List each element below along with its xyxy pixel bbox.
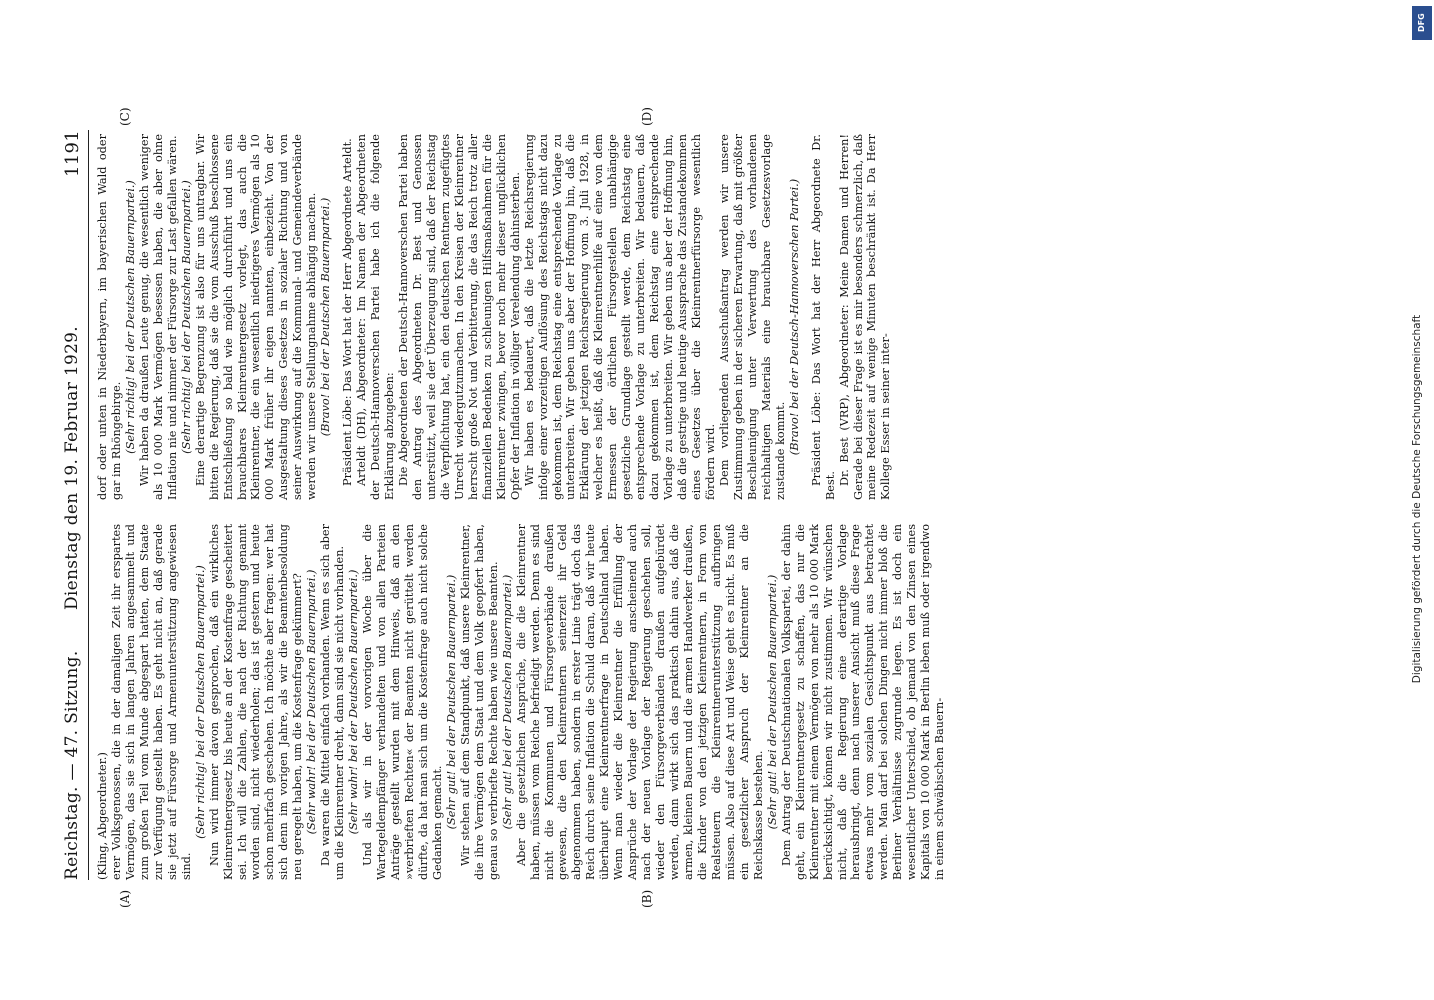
interjection: (Sehr richtig! bei der Deutschen Bauernpartei.) (193, 565, 207, 839)
paragraph: Wir haben es bedauert, daß die letzte Reichsregierung infolge einer vorzeitigen Auflösung des Reichstags nicht dazu gekommen ist, dem Reichstag eine entsprechende Vorlage zu unterbreiten. Wir geben uns aber der Hoffnung hin, daß die Erklärung der jetzigen Reichsregierung vom 3. Juli 1928, in welcher es heißt, daß die Kleinrentnerhilfe auf eine von dem Ermessen der örtlichen Fürsorgestellen unabhängige gesetzliche Grundlage gestellt werde, dem Reichstag eine entsprechende Vorlage zu unterbreiten. Wir bedauern, daß dazu gekommen ist, dem Reichstag eine entsprechende Vorlage zu unterbreiten. Wir geben uns aber der Hoffnung hin, daß die gestrige und heutige Aussprache das Zustandekommen eines Gesetzes über die Kleinrentnerfürsorge wesentlich fördern wird. (522, 134, 717, 500)
right-text-column (96, 134, 893, 500)
left-text-column (96, 524, 947, 880)
paragraph: Wir haben da draußen Leute genug, die wesentlich weniger als 10 000 Mark Vermögen besessen haben, die aber ohne Inflation nie und nimmer der Fürsorge zur Last gefallen wären. (137, 134, 179, 500)
interjection: (Sehr gut! bei der Deutschen Bauernpartei.) (500, 574, 514, 830)
digitization-note (1410, 10, 1434, 1000)
interjection: (Bravo! bei der Deutsch-Hannoverschen Partei.) (787, 178, 801, 456)
header-date: Dienstag den 19. Februar 1929. (62, 325, 82, 610)
header-left: Reichstag. — 47. Sitzung. (62, 650, 82, 880)
margin-marker-c: (C) (118, 107, 132, 126)
margin-marker-d: (D) (640, 107, 654, 126)
paragraph: Dem Antrag der Deutschnationalen Volkspartei, der dahin geht, ein Kleinrentnergesetz zu schaffen, das nur die Kleinrentner mit einem Vermögen von mehr als 10 000 Mark berücksichtigt, können wir nicht zustimmen. Wir wünschen nicht, daß die Regierung eine derartige Vorlage herausbringt, denn nach unserer Ansicht muß diese Frage etwas mehr vom sozialen Gesichtspunkt aus betrachtet werden. Man darf bei solchen Dingen nicht immer bloß die Berliner Verhältnisse zugrunde legen. Es ist doch ein wesentlicher Unterschied, ob jemand von den Zinsen eines Kapitals von 10 000 Mark in Berlin leben muß oder irgendwo in einem schwäbischen Bauern- (779, 524, 947, 880)
interjection: (Bravo! bei der Deutschen Bauernpartei.) (319, 197, 333, 437)
digitization-note-text: Digitalisierung gefördert durch die Deutsche Forschungsgemeinschaft (1411, 314, 1423, 684)
interjection: (Sehr richtig! bei der Deutschen Bauernpartei.) (123, 180, 137, 454)
interjection: (Sehr wahr! bei der Deutschen Bauernpartei.) (305, 569, 319, 835)
paragraph: Die Abgeordneten der Deutsch-Hannoverschen Partei haben den Antrag des Abgeordneten Dr. Best und Genossen unterstützt, weil sie der Überzeugung sind, daß der Reichstag die Verpflichtung hat, ein den deutschen Rentnern zugefügtes Unrecht wiedergutzumachen. In den Kreisen der Kleinrentner herrscht große Not und Verbitterung, die das Reich trotz aller finanziellen Bedenken zu schleunigen Hilfsmaßnahmen für die Kleinrentner zwingen, bevor noch mehr dieser unglücklichen Opfer der Inflation in völliger Verelendung dahinsterben. (397, 134, 522, 500)
interjection: (Sehr gut! bei der Deutschen Bauernpartei.) (444, 574, 458, 830)
page-number: 1191 (62, 130, 83, 178)
paragraph: (Kling, Abgeordneter.) (96, 752, 109, 880)
margin-marker-b: (B) (640, 889, 654, 908)
interjection: (Sehr gut! bei der Deutschen Bauernpartei.) (765, 574, 779, 830)
paragraph: Wir stehen auf dem Standpunkt, daß unsere Kleinrentner, die ihre Vermögen dem Staat und dem Volk geopfert haben, genau so verbriefte Rechte haben wie unsere Beamten. (458, 524, 500, 880)
paragraph: Arteldt (DH), Abgeordneter: Im Namen der Abgeordneten der Deutsch-Hannoverschen Partei habe ich die folgende Erklärung abzugeben: (355, 134, 397, 500)
paragraph: Und als wir in der vorvorigen Woche über die Wartegeldempfänger verhandelten und von allen Parteien Anträge gestellt wurden mit dem Hinweis, daß an den »verbrieften Rechten« der Beamten nicht gerüttelt werden dürfte, da hat man sich um die Kostenfrage auch nicht solche Gedanken gemacht. (361, 524, 444, 880)
paragraph: Da waren die Mittel einfach vorhanden. Wenn es sich aber um die Kleinrentner dreht, dann sind sie nicht vorhanden. (319, 524, 347, 880)
paragraph: Dr. Best (VRP), Abgeordneter: Meine Damen und Herren! Gerade bei dieser Frage ist es mir besonders schmerzlich, daß meine Redezeit auf wenige Minuten beschränkt ist. Da Herr Kollege Esser in seiner inter- (837, 134, 893, 500)
paragraph: erer Volksgenossen, die in der damaligen Zeit ihr erspartes Vermögen, das sie sich in langen Jahren angesammelt und zum großen Teil vom Munde abgespart hatten, dem Staate zur Verfügung gestellt haben. Es geht nicht an, daß gerade sie jetzt auf Fürsorge und Armenunterstützung angewiesen sind. (109, 524, 193, 880)
paragraph: Aber die gesetzlichen Ansprüche, die die Kleinrentner haben, müssen vom Reiche befriedigt werden. Denn es sind nicht die Kommunen und Fürsorgeverbände draußen gewesen, die den Kleinrentnern seinerzeit ihr Geld abgenommen haben, sondern in erster Linie trägt doch das Reich durch seine Inflation die Schuld daran, daß wir heute überhaupt eine Kleinrentnerfrage in Deutschland haben. Wenn man wieder die Kleinrentner die Erfüllung der Ansprüche der Vorlage der Regierung anscheinend auch nach der neuen Vorlage der Regierung geschehen soll, wieder den Fürsorgeverbänden draußen aufgebürdet werden, dann wirkt sich das praktisch dahin aus, daß die armen, kleinen Bauern und die armen Handwerker draußen, die Kinder von den jetzigen Kleinrentnern, in Form von Realsteuern die Kleinrentnerunterstützung aufbringen müssen. Also auf diese Art und Weise geht es nicht. Es muß ein gesetzlicher Anspruch der Kleinrentner an die Reichskasse bestehen. (514, 524, 765, 880)
margin-marker-a: (A) (118, 889, 132, 908)
paragraph: dorf oder unten in Niederbayern, im bayerischen Wald oder gar im Rhöngebirge. (96, 134, 123, 500)
paragraph: Nun wird immer davon gesprochen, daß ein wirkliches Kleinrentnergesetz bis heute an der Kostenfrage gescheitert sei. Ich will die Zahlen, die nach der Richtung genannt worden sind, nicht wiederholen; das ist gestern und heute schon mehrfach geschehen. Ich möchte aber fragen: wer hat sich denn im vorigen Jahre, als wir die Beamtenbesoldung neu geregelt haben, um die Kostenfrage gekümmert? (207, 524, 305, 880)
paragraph: Dem vorliegenden Ausschußantrag werden wir unsere Zustimmung geben in der sicheren Erwartung, daß mit größter Beschleunigung unter Verwertung des vorhandenen reichhaltigen Materials eine brauchbare Gesetzesvorlage zustande kommt. (717, 134, 787, 500)
dfg-logo: DFG (1412, 6, 1432, 40)
speaker-line: Präsident Löbe: Das Wort hat der Herr Abgeordnete Arteldt. (341, 138, 355, 486)
interjection: (Sehr wahr! bei der Deutschen Bauernpartei.) (347, 569, 361, 835)
speaker-line: Präsident Löbe: Das Wort hat der Herr Abgeordnete Dr. Best. (809, 134, 837, 500)
interjection: (Sehr richtig! bei der Deutschen Bauernpartei.) (179, 180, 193, 454)
page-header (62, 130, 89, 880)
paragraph: Eine derartige Begrenzung ist also für uns untragbar. Wir bitten die Regierung, daß sie die vom Ausschuß beschlossene Entschließung so bald wie möglich durchführt und uns ein brauchbares Kleinrentnergesetz vorlegt, das auch die Kleinrentner, die ein wesentlich niedrigeres Vermögen als 10 000 Mark früher ihr eigen nannten, einbezieht. Von der Ausgestaltung dieses Gesetzes in sozialer Richtung und von seiner Auswirkung auf die Kommunal- und Gemeindeverbände werden wir unsere Stellungnahme abhängig machen. (193, 134, 319, 500)
